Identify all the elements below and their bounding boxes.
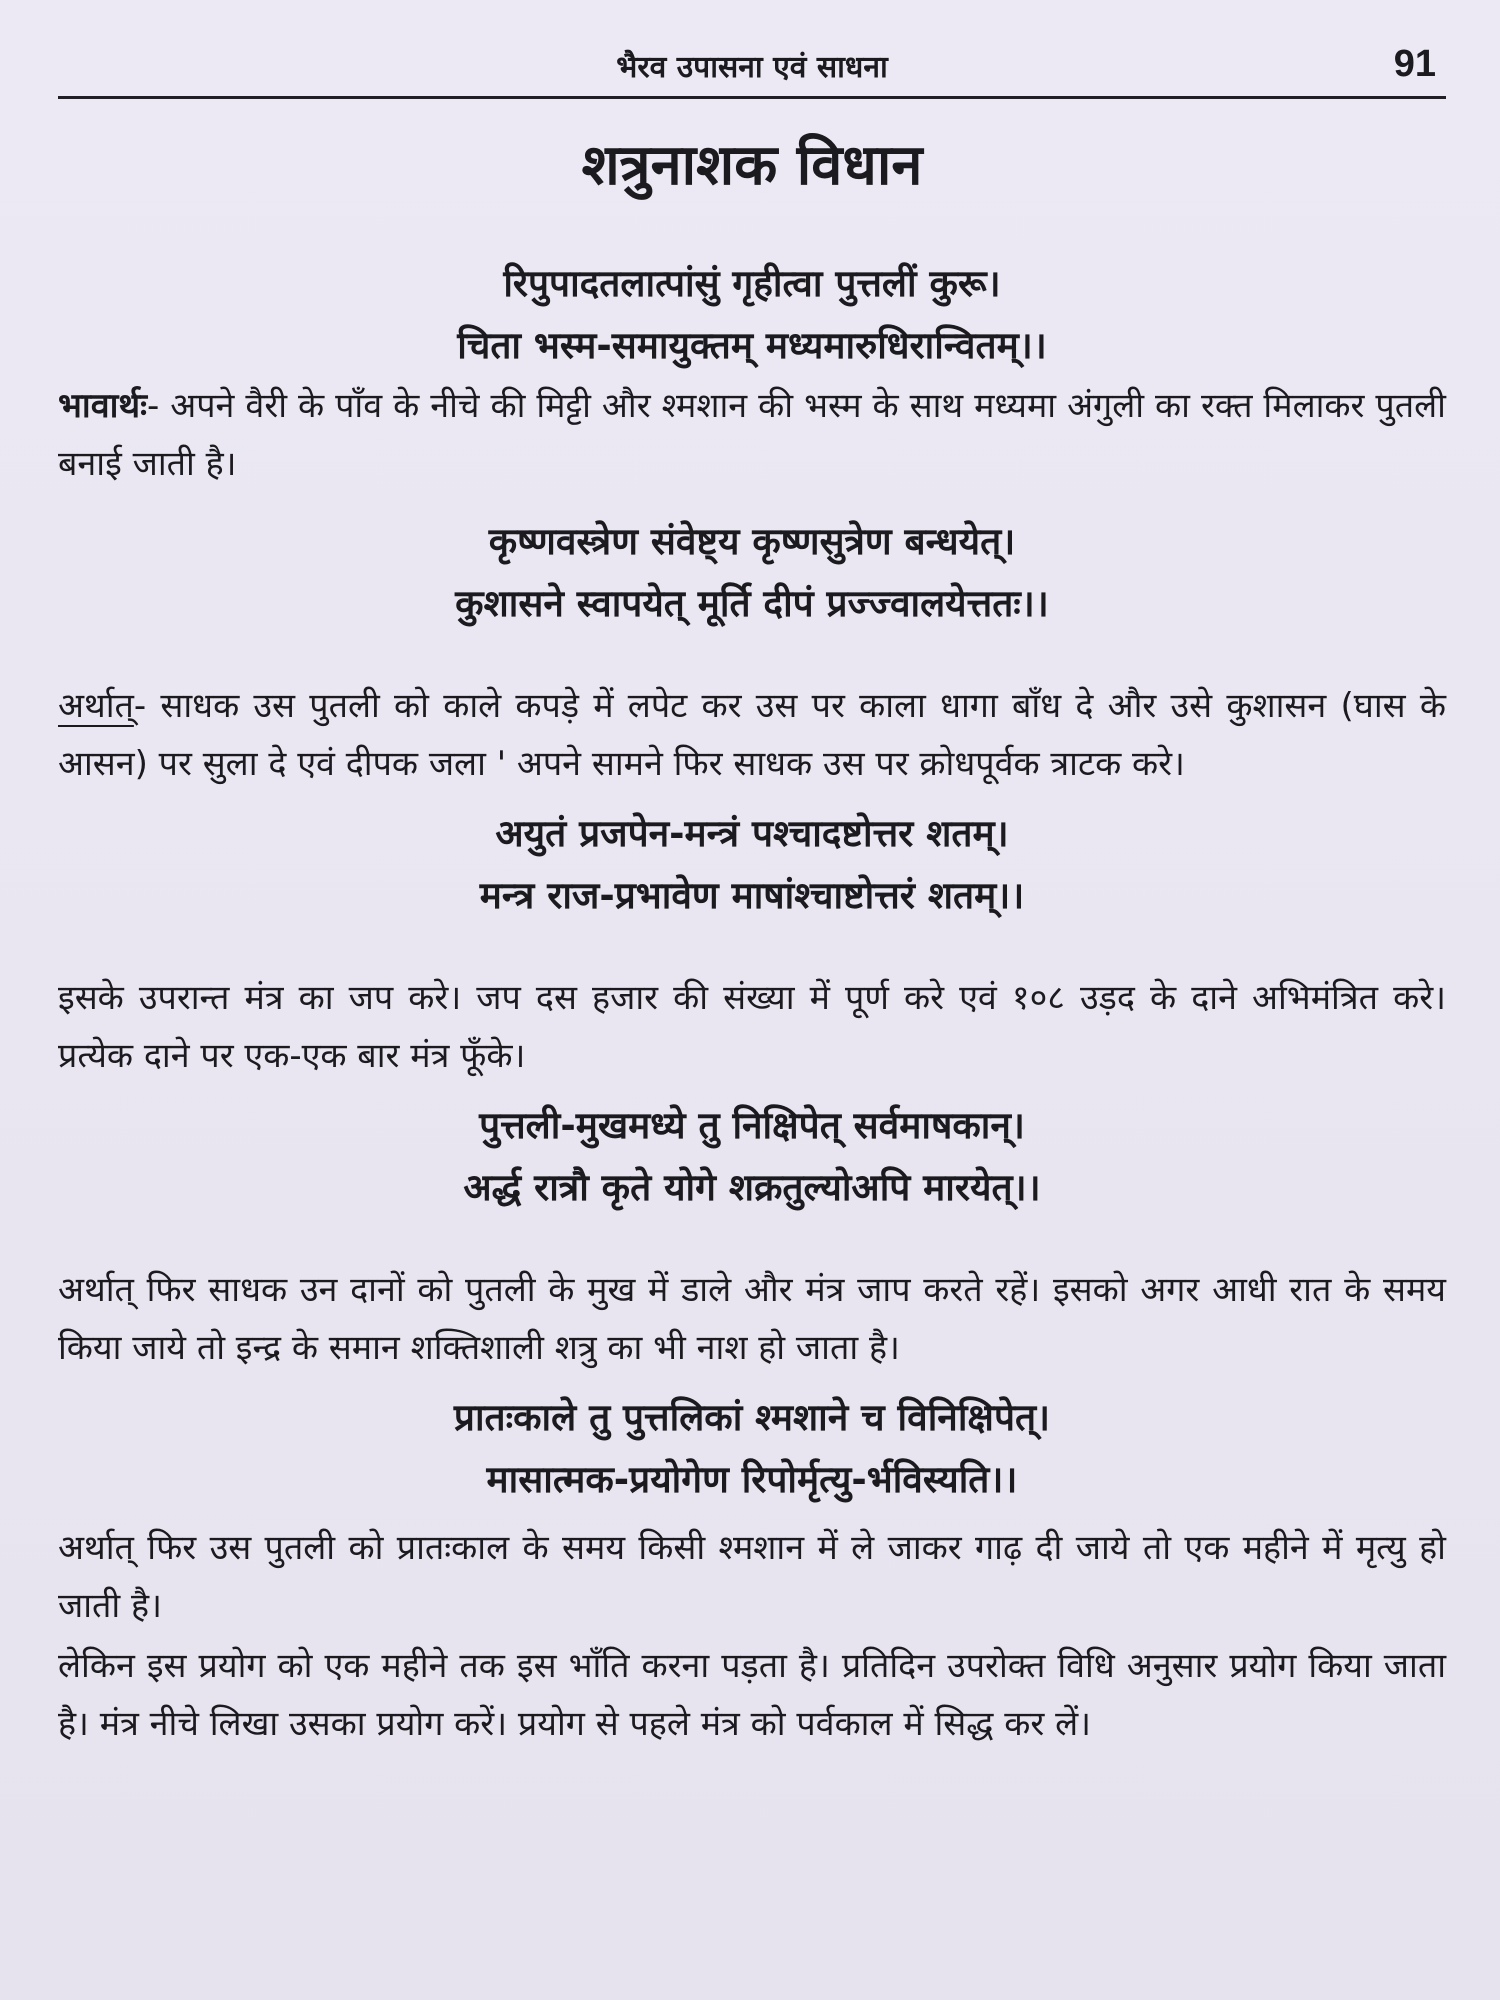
arthat-label: अर्थात् [58,686,134,726]
verse-line: कुशासने स्वापयेत् मूर्ति दीपं प्रज्ज्वालयेत्ततः।। [455,582,1049,625]
meaning-section-5 [58,1519,1446,1635]
meaning-paragraph: लेकिन इस प्रयोग को एक महीने तक इस भाँति करना पड़ता है। प्रतिदिन उपरोक्त विधि अनुसार प्रयोग किया जाता है। मंत्र नीचे लिखा उसका प्रयोग करें। प्रयोग से पहले मंत्र को पर्वकाल में सिद्ध कर लें। [58,1646,1446,1744]
running-header [58,38,1446,99]
meaning-paragraph: इसके उपरान्त मंत्र का जप करे। जप दस हजार की संख्या में पूर्ण करे एवं १०८ उड़द के दाने अभिमंत्रित करे। प्रत्येक दाने पर एक-एक बार मंत्र फूँके। [58,978,1446,1076]
chapter-title: शत्रुनाशक विधान [581,133,923,198]
meaning-section-2 [58,677,1446,927]
meaning-section-4 [58,1261,1446,1511]
verse-line: रिपुपादतलात्पांसुं गृहीत्वा पुत्तलीं कुरू। [503,262,1001,305]
verse-line: मन्त्र राज-प्रभावेण माषांश्चाष्टोत्तरं शतम्।। [479,874,1025,917]
page-number: 91 [1393,43,1436,85]
verse-line: प्रातःकाले तु पुत्तलिकां श्मशाने च विनिक्षिपेत्। [453,1396,1051,1439]
verse-line: चिता भस्म-समायुक्तम् मध्यमारुधिरान्वितम्।। [457,324,1047,367]
meaning-paragraph: अर्थात् फिर उस पुतली को प्रातःकाल के समय किसी श्मशान में ले जाकर गाढ़ दी जाये तो एक महीने में मृत्यु हो जाती है। [58,1528,1446,1626]
meaning-text: - अपने वैरी के पाँव के नीचे की मिट्टी और श्मशान की भस्म के साथ मध्यमा अंगुली का रक्त मिलाकर पुतली बनाई जाती है। [58,386,1446,484]
meaning-text: - साधक उस पुतली को काले कपड़े में लपेट कर उस पर काला धागा बाँध दे और उसे कुशासन (घास के आसन) पर सुला दे एवं दीपक जला ' अपने सामने फिर साधक उस पर क्रोधपूर्वक त्राटक करे। [58,686,1446,784]
verse-block [58,803,1446,927]
verse-line: अयुतं प्रजपेन-मन्त्रं पश्चादष्टोत्तर शतम्। [495,812,1009,855]
verse-block [58,253,1446,377]
meaning-paragraph: अर्थात् फिर साधक उन दानों को पुतली के मुख में डाले और मंत्र जाप करते रहें। इसको अगर आधी रात के समय किया जाये तो इन्द्र के समान शक्तिशाली शत्रु का भी नाश हो जाता है। [58,1270,1446,1368]
meaning-label: भावार्थः [58,386,148,426]
verse-block [58,1387,1446,1511]
book-title: भैरव उपासना एवं साधना [616,50,888,85]
meaning-paragraph [58,677,1446,793]
verse-block [58,1095,1446,1219]
verse-line: पुत्तली-मुखमध्ये तु निक्षिपेत् सर्वमाषकान्। [479,1104,1025,1147]
verse-block [58,511,1446,635]
verse-line: मासात्मक-प्रयोगेण रिपोर्मृत्यु-र्भविस्यति।। [486,1458,1018,1501]
verse-line: कृष्णवस्त्रेण संवेष्ट्य कृष्णसुत्रेण बन्धयेत्। [488,520,1016,563]
meaning-section-1 [58,377,1446,635]
verse-line: अर्द्ध रात्रौ कृते योगे शक्रतुल्योअपि मारयेत्।। [463,1166,1041,1209]
meaning-section-6 [58,1637,1446,1753]
meaning-section-3 [58,969,1446,1219]
verse-block-1 [58,253,1446,377]
meaning-paragraph [58,377,1446,493]
